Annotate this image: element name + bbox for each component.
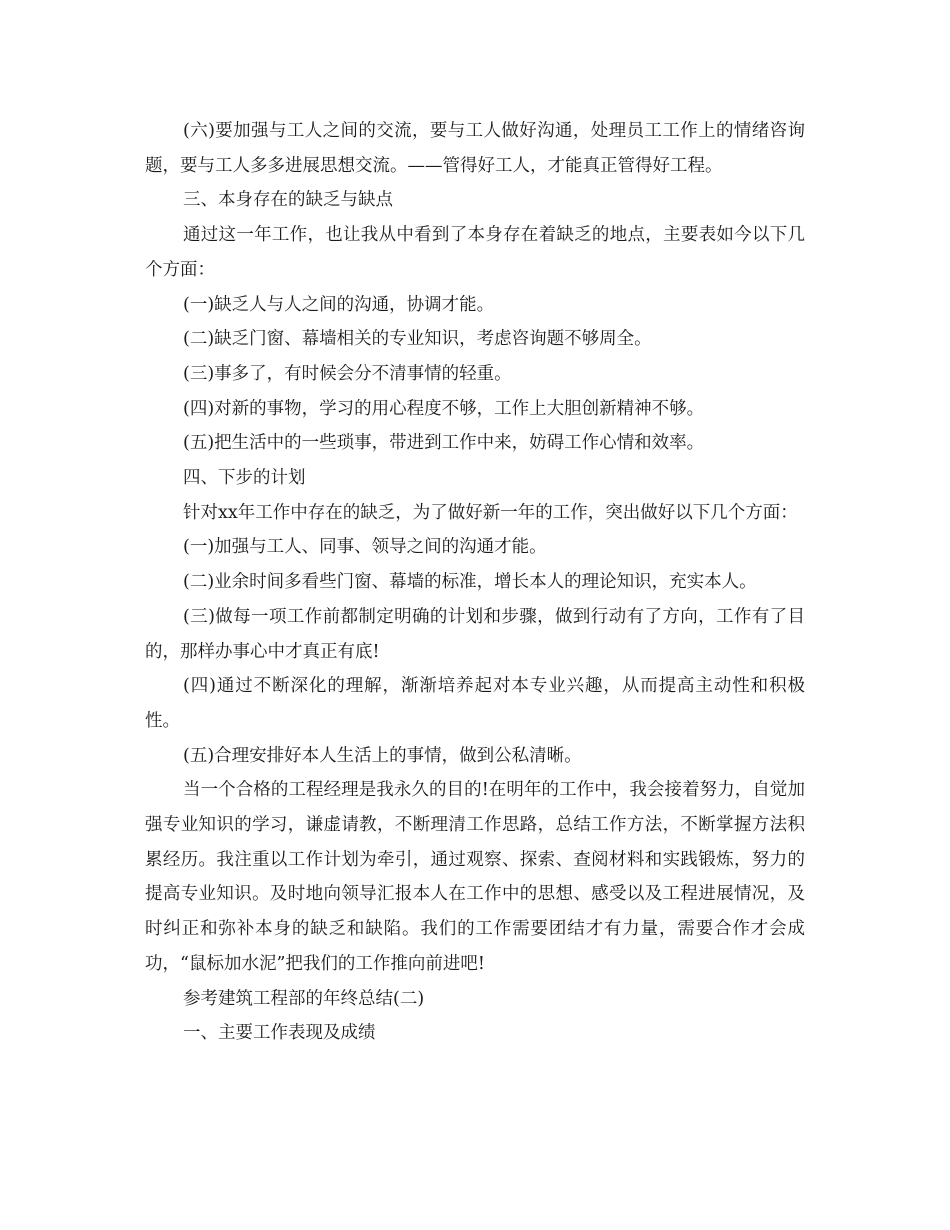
document-body [145, 114, 805, 1051]
section-heading-main-work: 一、主要工作表现及成绩 [183, 1023, 376, 1044]
paragraph-conclusion: 当一个合格的工程经理是我永久的目的!在明年的工作中，我会接着努力，自觉加强专业知识的学习，谦虚请教，不断理清工作思路，总结工作方法，不断掌握方法积累经历。我注重以工作计划为牵引，通过观察、探索、查阅材料和实践锻炼，努力的提高专业知识。及时地向领导汇报本人在工作中的思想、感受以及工程进展情况，及时纠正和弥补本身的缺乏和缺陷。我们的工作需要团结才有力量，需要合作才会成功，“鼠标加水泥”把我们的工作推向前进吧! [145, 780, 805, 974]
list-item-shortcoming-3: (三)事多了，有时候会分不清事情的轻重。 [183, 363, 512, 384]
paragraph-shortcomings-intro: 通过这一年工作，也让我从中看到了本身存在着缺乏的地点，主要表如今以下几个方面： [145, 225, 805, 280]
section-heading-shortcomings: 三、本身存在的缺乏与缺点 [183, 190, 393, 211]
section-heading-next-plan: 四、下步的计划 [183, 468, 306, 489]
list-item-plan-2: (二)业余时间多看些门窗、幕墙的标准，增长本人的理论知识，充实本人。 [183, 572, 757, 593]
paragraph-plan-intro: 针对xx年工作中存在的缺乏，为了做好新一年的工作，突出做好以下几个方面： [183, 502, 798, 523]
list-item-plan-3: (三)做每一项工作前都制定明确的计划和步骤，做到行动有了方向，工作有了目的，那样办事心中才真正有底! [145, 606, 805, 662]
list-item-shortcoming-4: (四)对新的事物，学习的用心程度不够，工作上大胆创新精神不够。 [183, 398, 705, 419]
list-item-plan-4: (四)通过不断深化的理解，渐渐培养起对本专业兴趣，从而提高主动性和积极性。 [145, 676, 805, 731]
paragraph-worker-communication: (六)要加强与工人之间的交流，要与工人做好沟通，处理员工工作上的情绪咨询题，要与工人多多进展思想交流。——管得好工人，才能真正管得好工程。 [145, 121, 805, 176]
list-item-shortcoming-2: (二)缺乏门窗、幕墙相关的专业知识，考虑咨询题不够周全。 [183, 329, 652, 350]
list-item-plan-1: (一)加强与工人、同事、领导之间的沟通才能。 [183, 537, 547, 558]
list-item-shortcoming-5: (五)把生活中的一些琐事，带进到工作中来，妨碍工作心情和效率。 [183, 433, 705, 454]
list-item-plan-5: (五)合理安排好本人生活上的事情，做到公私清晰。 [183, 745, 582, 766]
document-subtitle-part-two: 参考建筑工程部的年终总结(二) [183, 988, 425, 1009]
list-item-shortcoming-1: (一)缺乏人与人之间的沟通，协调才能。 [183, 294, 495, 315]
